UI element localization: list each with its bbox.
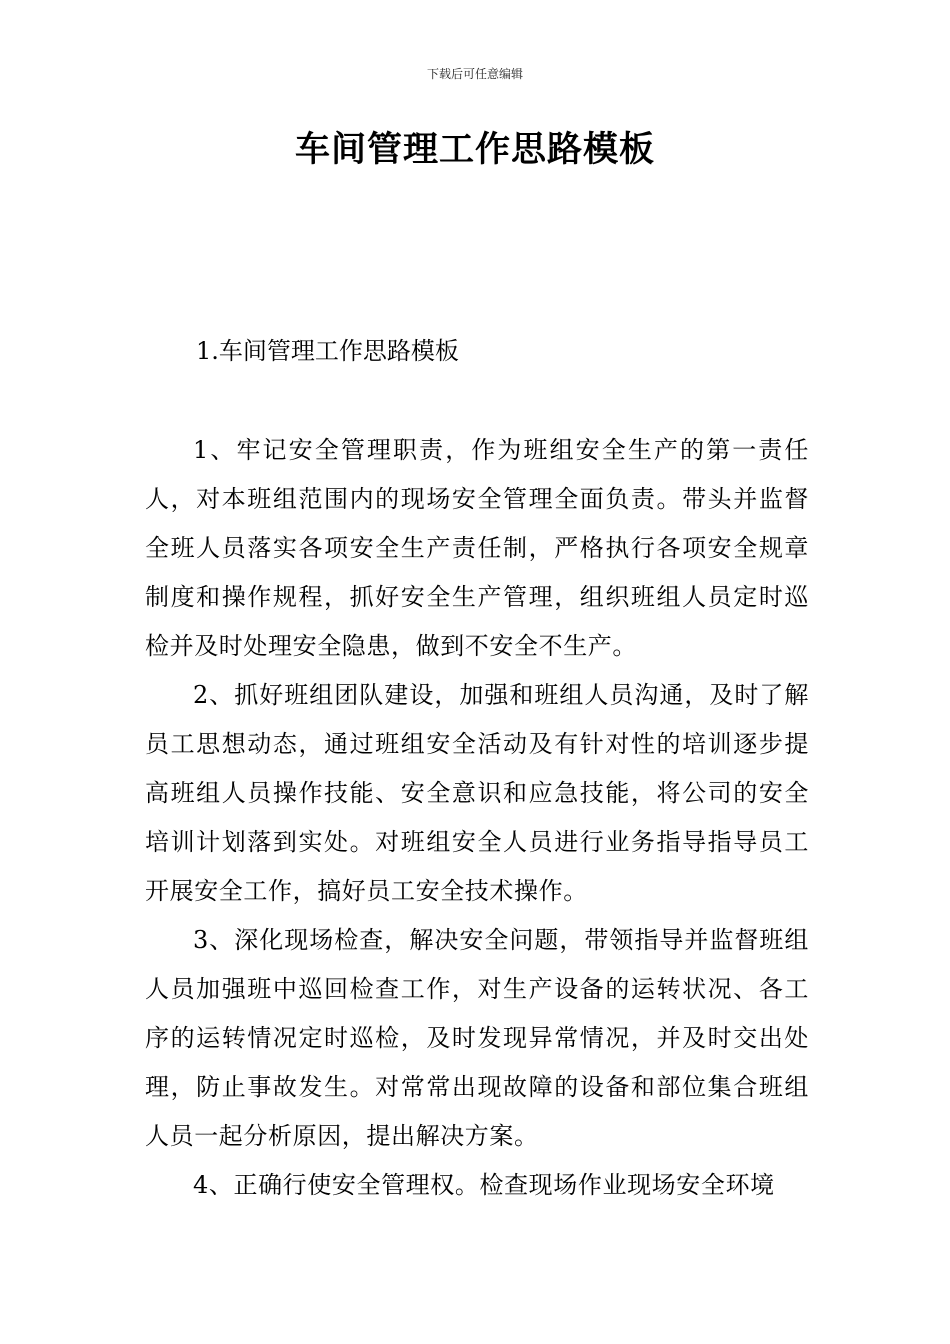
document-title: 车间管理工作思路模板	[294, 130, 655, 170]
page-header-note: 下载后可任意编辑	[426, 67, 523, 81]
document-body	[145, 426, 809, 1210]
paragraph-2: 2、抓好班组团队建设，加强和班组人员沟通，及时了解员工思想动态，通过班组安全活动及有针对性的培训逐步提高班组人员操作技能、安全意识和应急技能，将公司的安全培训计划落到实处。对班组安全人员进行业务指导指导员工开展安全工作，搞好员工安全技术操作。	[145, 681, 809, 905]
paragraph-1: 1、牢记安全管理职责，作为班组安全生产的第一责任人，对本班组范围内的现场安全管理全面负责。带头并监督全班人员落实各项安全生产责任制，严格执行各项安全规章制度和操作规程，抓好安全生产管理，组织班组人员定时巡检并及时处理安全隐患，做到不安全不生产。	[145, 436, 809, 660]
section-heading: 1.车间管理工作思路模板	[196, 337, 459, 365]
paragraph-4: 4、正确行使安全管理权。检查现场作业现场安全环境	[193, 1171, 775, 1199]
paragraph-3: 3、深化现场检查，解决安全问题，带领指导并监督班组人员加强班中巡回检查工作，对生产设备的运转状况、各工序的运转情况定时巡检，及时发现异常情况，并及时交出处理，防止事故发生。对常常出现故障的设备和部位集合班组人员一起分析原因，提出解决方案。	[145, 926, 809, 1150]
